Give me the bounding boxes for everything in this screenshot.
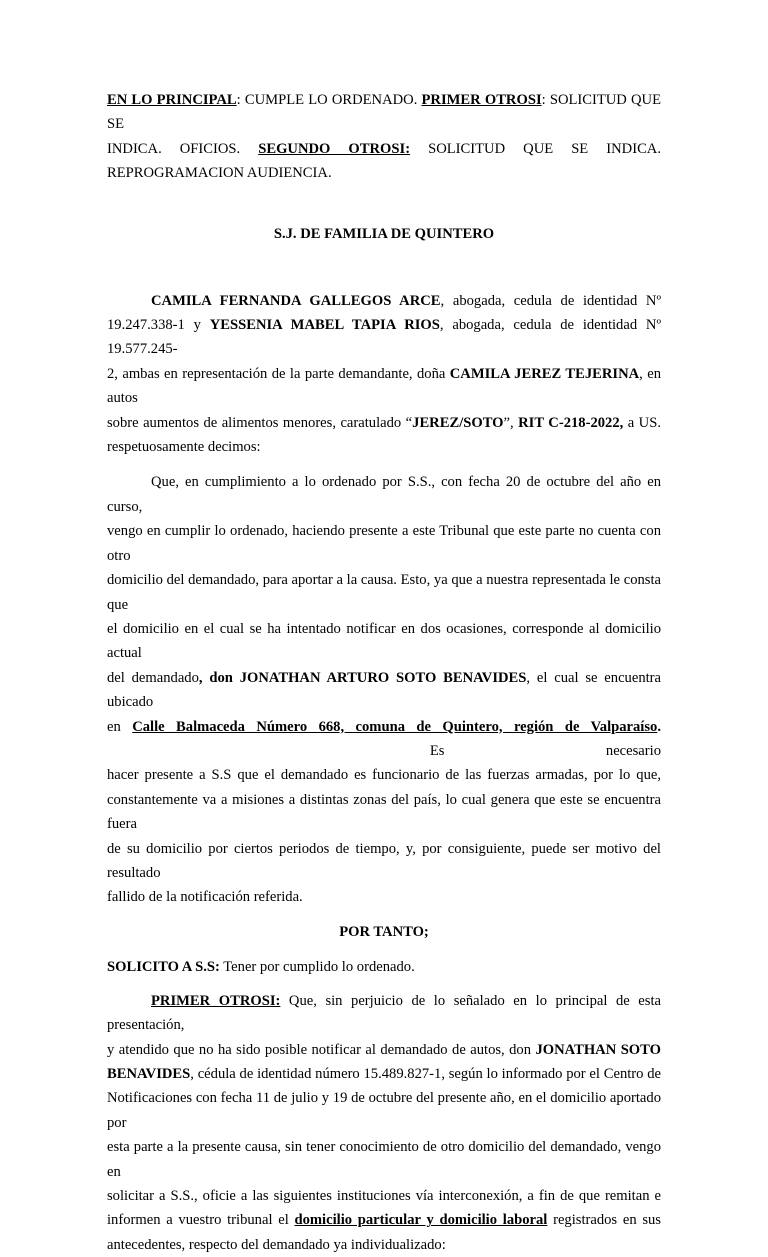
body-text: en	[107, 718, 133, 735]
intro-text: , abogada, cedula de identidad Nº	[440, 292, 661, 309]
domicile-type: domicilio particular y domicilio laboral	[294, 1212, 548, 1229]
header-text: INDICA. OFICIOS.	[107, 140, 259, 157]
defendant-name: , don JONATHAN ARTURO SOTO BENAVIDES	[198, 669, 527, 686]
body-line	[107, 666, 661, 715]
otrosi-paragraph	[107, 989, 661, 1257]
otrosi-line: solicitar a S.S., oficie a las siguientes instituciones vía interconexión, a fin de que remitan e	[107, 1188, 661, 1205]
body-line: Que, en cumplimiento a lo ordenado por S.S., con fecha 20 de octubre del año en curso,	[107, 474, 661, 515]
attorney-name: YESSENIA MABEL TAPIA RIOS	[209, 317, 440, 334]
otrosi-text: y atendido que no ha sido posible notificar al demandado de autos, don	[107, 1041, 536, 1058]
intro-text: a US.	[623, 414, 661, 431]
intro-line	[107, 362, 661, 411]
intro-paragraph	[107, 289, 661, 460]
body-line: el domicilio en el cual se ha intentado notificar en dos ocasiones, corresponde al domicilio actual	[107, 620, 661, 662]
body-line: vengo en cumplir lo ordenado, haciendo presente a este Tribunal que este parte no cuenta con otro	[107, 523, 661, 564]
body-line: domicilio del demandado, para aportar a la causa. Esto, ya que a nuestra representada le consta que	[107, 572, 661, 613]
body-line: constantemente va a misiones a distintas zonas del país, lo cual genera que este se encuentra fuera	[107, 791, 661, 833]
primer-otrosi-heading: PRIMER OTROSI:	[151, 992, 281, 1009]
client-name: CAMILA JEREZ TEJERINA	[449, 365, 640, 382]
header-text: SOLICITUD QUE SE INDICA.	[410, 140, 661, 157]
body-line: hacer presente a S.S que el demandado es funcionario de las fuerzas armadas, por lo que,	[107, 767, 661, 784]
por-tanto-heading: POR TANTO;	[339, 923, 429, 940]
otrosi-text: Que, sin perjuicio de lo señalado en lo principal de esta presentación,	[107, 992, 661, 1034]
header-text: : SOLICITUD QUE SE	[107, 92, 661, 133]
intro-text: , en autos	[107, 365, 661, 407]
otrosi-line	[107, 989, 661, 1038]
body-text: del demandado	[107, 669, 199, 686]
solicito-label: SOLICITO A S.S:	[107, 958, 220, 975]
rit-number: RIT C-218-2022,	[518, 414, 624, 431]
intro-line: respetuosamente decimos:	[107, 439, 261, 456]
intro-text: sobre aumentos de alimentos menores, caratulado “	[107, 414, 413, 431]
otrosi-line: esta parte a la presente causa, sin tener conocimiento de otro domicilio del demandado, vengo en	[107, 1139, 661, 1180]
intro-text: ”,	[503, 414, 519, 431]
otrosi-line: antecedentes, respecto del demandado ya individualizado:	[107, 1236, 446, 1253]
defendant-name: BENAVIDES	[107, 1066, 191, 1082]
body-text: Es necesario	[107, 742, 661, 759]
header-line: REPROGRAMACION AUDIENCIA.	[107, 165, 332, 182]
header-line	[107, 88, 661, 137]
intro-text: , abogada, cedula de identidad Nº 19.577.245-	[107, 317, 661, 358]
attorney-name: CAMILA FERNANDA GALLEGOS ARCE	[151, 292, 441, 309]
solicito-line	[107, 957, 661, 977]
body-line	[107, 715, 661, 764]
otrosi-line	[107, 1208, 661, 1232]
header-text: : CUMPLE LO ORDENADO.	[236, 92, 422, 108]
intro-text: 19.247.338-1 y	[107, 317, 210, 334]
segundo-otrosi-label: SEGUNDO OTROSI:	[258, 140, 411, 157]
defendant-address: Calle Balmaceda Número 668, comuna de Quintero, región de Valparaíso	[132, 718, 658, 735]
intro-text: 2, ambas en representación de la parte demandante, doña	[107, 365, 450, 382]
body-text: .	[657, 718, 661, 735]
body-text: , el cual se encuentra ubicado	[107, 669, 662, 711]
otrosi-text: , cédula de identidad número 15.489.827-1, según lo informado por el Centro de	[190, 1066, 661, 1082]
document-header	[107, 88, 661, 186]
document-page	[107, 88, 661, 1257]
body-paragraph	[107, 470, 661, 909]
intro-line	[107, 313, 661, 362]
otrosi-line: Notificaciones con fecha 11 de julio y 19 de octubre del presente año, en el domicilio aportado por	[107, 1090, 661, 1131]
solicito-text: Tener por cumplido lo ordenado.	[219, 958, 415, 975]
primer-otrosi-label: PRIMER OTROSI	[421, 92, 542, 108]
body-line: de su domicilio por ciertos periodos de tiempo, y, por consiguiente, puede ser motivo del resultado	[107, 840, 661, 881]
otrosi-text: registrados en sus	[547, 1212, 661, 1229]
intro-line	[107, 289, 661, 313]
court-title: S.J. DE FAMILIA DE QUINTERO	[273, 225, 495, 242]
header-line	[107, 137, 661, 161]
otrosi-text: informen a vuestro tribunal el	[107, 1212, 295, 1229]
otrosi-line	[107, 1062, 661, 1086]
body-line: fallido de la notificación referida.	[107, 889, 303, 906]
intro-line	[107, 411, 661, 435]
case-caption: JEREZ/SOTO	[412, 414, 504, 431]
otrosi-line	[107, 1038, 661, 1062]
principal-label: EN LO PRINCIPAL	[107, 92, 237, 108]
defendant-name: JONATHAN SOTO	[535, 1041, 661, 1058]
